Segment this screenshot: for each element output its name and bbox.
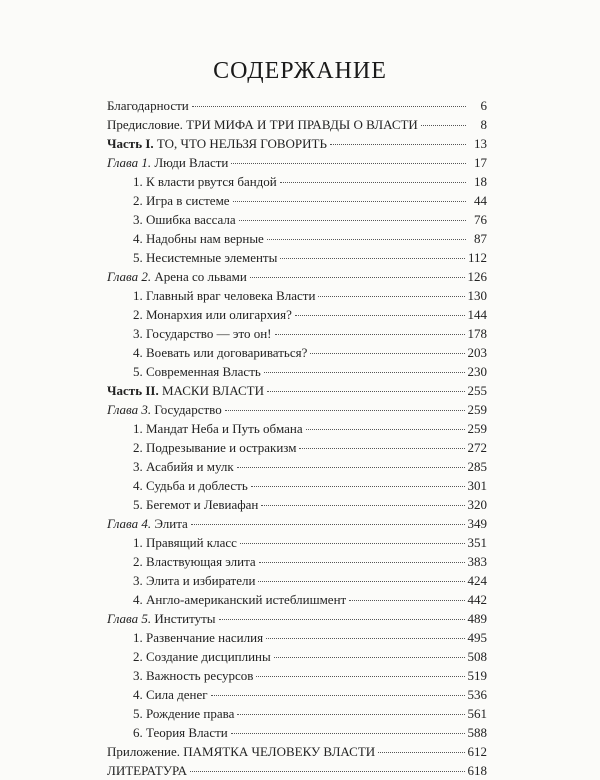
toc-entry-label: 5. Бегемот и Левиафан — [133, 497, 259, 512]
toc-entry-title — [107, 267, 247, 286]
toc-entry-label: 1. Правящий класс — [133, 535, 237, 550]
toc-entry-section — [107, 476, 487, 495]
dot-leader — [190, 770, 465, 772]
toc-page-number: 8 — [480, 117, 487, 132]
toc-page-number: 320 — [467, 497, 487, 512]
toc-entry-section — [107, 552, 487, 571]
toc-entry-title — [133, 628, 263, 647]
toc-entry-label: 3. Асабийя и мулк — [133, 459, 234, 474]
toc-entry-label: Институты — [154, 611, 216, 626]
dot-leader — [421, 124, 466, 126]
dot-leader — [306, 428, 465, 430]
toc-entry-section — [107, 457, 487, 476]
toc-entry-plain — [107, 96, 487, 115]
toc-entry-title — [107, 514, 188, 533]
toc-entry-title — [133, 495, 258, 514]
toc-entry-prefix: Глава 2. — [107, 269, 152, 284]
toc-entry-label: 3. Важность ресурсов — [133, 668, 254, 683]
toc-entry-section — [107, 362, 487, 381]
toc-page-number: 87 — [474, 231, 487, 246]
dot-leader — [266, 637, 464, 639]
toc-entry-plain — [107, 761, 487, 780]
toc-entry-label: Приложение. ПАМЯТКА ЧЕЛОВЕКУ ВЛАСТИ — [107, 744, 376, 759]
toc-entry-prefix: Часть I. — [107, 136, 154, 151]
toc-entry-chapter — [107, 267, 487, 286]
dot-leader — [231, 732, 465, 734]
toc-entry-title — [133, 457, 234, 476]
toc-page-number: 383 — [467, 554, 487, 569]
toc-entry-label: 4. Судьба и доблесть — [133, 478, 248, 493]
toc-page-number: 351 — [467, 535, 487, 550]
toc-entry-label: 4. Надобны нам верные — [133, 231, 264, 246]
toc-entry-section — [107, 533, 487, 552]
toc-page-number: 13 — [474, 136, 487, 151]
toc-entry-title — [133, 533, 237, 552]
toc-page-number: 301 — [467, 478, 487, 493]
toc-entry-label: Государство — [154, 402, 222, 417]
dot-leader — [211, 694, 465, 696]
toc-entry-title — [107, 742, 375, 761]
toc-entry-part — [107, 134, 487, 153]
toc-entry-section — [107, 628, 487, 647]
toc-entry-label: 4. Сила денег — [133, 687, 208, 702]
toc-entry-title — [107, 400, 222, 419]
toc-page-number: 18 — [474, 174, 487, 189]
toc-entry-title — [107, 609, 216, 628]
toc-entry-section — [107, 704, 487, 723]
toc-entry-title — [107, 134, 327, 153]
toc-entry-section — [107, 305, 487, 324]
toc-entry-title — [133, 248, 277, 267]
dot-leader — [259, 561, 465, 563]
toc-entry-prefix: Глава 5. — [107, 611, 152, 626]
toc-entry-chapter — [107, 400, 487, 419]
toc-page-number: 536 — [467, 687, 487, 702]
toc-entry-title — [133, 419, 303, 438]
toc-entry-label: 1. К власти рвутся бандой — [133, 174, 277, 189]
toc-entry-title — [133, 685, 208, 704]
toc-entry-section — [107, 647, 487, 666]
toc-entry-section — [107, 286, 487, 305]
dot-leader — [237, 466, 465, 468]
dot-leader — [264, 371, 465, 373]
toc-entry-title — [133, 210, 236, 229]
toc-page-number: 126 — [467, 269, 487, 284]
toc-entry-section — [107, 571, 487, 590]
toc-entry-section — [107, 438, 487, 457]
toc-page-number: 508 — [467, 649, 487, 664]
toc-entry-title — [133, 362, 261, 381]
toc-entry-section — [107, 419, 487, 438]
toc-entry-label: ТО, ЧТО НЕЛЬЗЯ ГОВОРИТЬ — [156, 136, 327, 151]
toc-page-number: 76 — [474, 212, 487, 227]
dot-leader — [330, 143, 466, 145]
toc-page-number: 272 — [467, 440, 487, 455]
toc-page-number: 259 — [467, 402, 487, 417]
toc-entry-label: 1. Развенчание насилия — [133, 630, 264, 645]
table-of-contents — [107, 96, 487, 780]
toc-entry-plain — [107, 115, 487, 134]
toc-entry-section — [107, 172, 487, 191]
toc-entry-section — [107, 666, 487, 685]
dot-leader — [378, 751, 464, 753]
toc-entry-title — [133, 343, 307, 362]
toc-entry-prefix: Глава 1. — [107, 155, 152, 170]
toc-entry-chapter — [107, 153, 487, 172]
toc-entry-label: 3. Государство — это он! — [133, 326, 272, 341]
toc-entry-label: Элита — [154, 516, 188, 531]
toc-entry-label: ЛИТЕРАТУРА — [107, 763, 187, 778]
toc-entry-label: 2. Создание дисциплины — [133, 649, 271, 664]
toc-entry-section — [107, 324, 487, 343]
toc-entry-label: 4. Англо-американский истеблишмент — [133, 592, 347, 607]
toc-page-number: 112 — [467, 250, 487, 265]
dot-leader — [318, 295, 464, 297]
toc-entry-section — [107, 723, 487, 742]
dot-leader — [219, 618, 465, 620]
toc-entry-title — [133, 172, 277, 191]
toc-entry-chapter — [107, 514, 487, 533]
toc-page-number: 203 — [467, 345, 487, 360]
toc-entry-label: 5. Современная Власть — [133, 364, 261, 379]
toc-page-number: 130 — [467, 288, 487, 303]
toc-entry-title — [133, 666, 253, 685]
toc-page-number: 44 — [474, 193, 487, 208]
toc-entry-label: 5. Несистемные элементы — [133, 250, 278, 265]
toc-entry-label: 2. Монархия или олигархия? — [133, 307, 292, 322]
dot-leader — [349, 599, 464, 601]
toc-page-number: 259 — [467, 421, 487, 436]
toc-entry-label: МАСКИ ВЛАСТИ — [161, 383, 264, 398]
dot-leader — [256, 675, 464, 677]
toc-entry-chapter — [107, 609, 487, 628]
dot-leader — [274, 656, 465, 658]
toc-entry-prefix: Глава 4. — [107, 516, 152, 531]
toc-entry-label: Благодарности — [107, 98, 189, 113]
toc-entry-label: 5. Рождение права — [133, 706, 235, 721]
toc-page-number: 230 — [467, 364, 487, 379]
toc-entry-label: 2. Игра в системе — [133, 193, 230, 208]
dot-leader — [258, 580, 464, 582]
toc-entry-label: Люди Власти — [154, 155, 229, 170]
dot-leader — [267, 390, 465, 392]
dot-leader — [261, 504, 464, 506]
toc-page-number: 178 — [467, 326, 487, 341]
toc-entry-label: 1. Мандат Неба и Путь обмана — [133, 421, 303, 436]
dot-leader — [240, 542, 465, 544]
dot-leader — [191, 523, 465, 525]
toc-page-number: 442 — [467, 592, 487, 607]
dot-leader — [299, 447, 464, 449]
toc-page-number: 618 — [467, 763, 487, 778]
toc-entry-prefix: Глава 3. — [107, 402, 152, 417]
toc-entry-title — [133, 723, 228, 742]
dot-leader — [239, 219, 466, 221]
toc-page-number: 489 — [467, 611, 487, 626]
toc-entry-section — [107, 685, 487, 704]
toc-entry-title — [133, 647, 271, 666]
dot-leader — [192, 105, 466, 107]
toc-entry-title — [133, 305, 292, 324]
dot-leader — [280, 181, 466, 183]
toc-entry-label: 6. Теория Власти — [133, 725, 228, 740]
toc-entry-section — [107, 229, 487, 248]
toc-entry-part — [107, 381, 487, 400]
dot-leader — [250, 276, 465, 278]
toc-entry-section — [107, 191, 487, 210]
toc-entry-section — [107, 248, 487, 267]
toc-entry-prefix: Часть II. — [107, 383, 159, 398]
toc-page-number: 519 — [467, 668, 487, 683]
toc-entry-title — [107, 115, 418, 134]
toc-entry-title — [133, 590, 346, 609]
toc-entry-label: Предисловие. ТРИ МИФА И ТРИ ПРАВДЫ О ВЛАСТИ — [107, 117, 418, 132]
toc-entry-title — [133, 191, 230, 210]
toc-entry-title — [133, 552, 256, 571]
toc-page-number: 285 — [467, 459, 487, 474]
toc-entry-section — [107, 343, 487, 362]
toc-entry-label: 3. Ошибка вассала — [133, 212, 236, 227]
toc-entry-title — [133, 229, 264, 248]
toc-page-number: 495 — [467, 630, 487, 645]
toc-entry-label: 3. Элита и избиратели — [133, 573, 256, 588]
toc-entry-label: Арена со львами — [154, 269, 247, 284]
toc-page-number: 424 — [467, 573, 487, 588]
toc-page-number: 255 — [467, 383, 487, 398]
toc-entry-title — [133, 438, 296, 457]
toc-entry-section — [107, 210, 487, 229]
toc-entry-label: 2. Властвующая элита — [133, 554, 256, 569]
toc-page-number: 612 — [467, 744, 487, 759]
toc-entry-section — [107, 495, 487, 514]
toc-entry-title — [133, 704, 234, 723]
toc-page-number: 561 — [467, 706, 487, 721]
dot-leader — [225, 409, 465, 411]
dot-leader — [251, 485, 465, 487]
toc-page-number: 6 — [480, 98, 487, 113]
toc-entry-title — [133, 324, 272, 343]
dot-leader — [267, 238, 466, 240]
toc-page-number: 349 — [467, 516, 487, 531]
toc-entry-title — [133, 571, 255, 590]
toc-page-number: 17 — [474, 155, 487, 170]
toc-entry-title — [107, 761, 187, 780]
toc-entry-plain — [107, 742, 487, 761]
toc-page-number: 144 — [467, 307, 487, 322]
dot-leader — [310, 352, 464, 354]
dot-leader — [233, 200, 466, 202]
dot-leader — [237, 713, 464, 715]
toc-page-number: 588 — [467, 725, 487, 740]
toc-entry-label: 1. Главный враг человека Власти — [133, 288, 316, 303]
dot-leader — [295, 314, 465, 316]
dot-leader — [231, 162, 466, 164]
toc-entry-section — [107, 590, 487, 609]
toc-entry-label: 2. Подрезывание и остракизм — [133, 440, 297, 455]
dot-leader — [280, 257, 465, 259]
toc-entry-title — [133, 476, 248, 495]
dot-leader — [275, 333, 465, 335]
page-title: СОДЕРЖАНИЕ — [213, 58, 387, 84]
toc-entry-title — [107, 381, 264, 400]
toc-entry-title — [107, 96, 189, 115]
toc-entry-title — [107, 153, 228, 172]
toc-entry-label: 4. Воевать или договариваться? — [133, 345, 308, 360]
toc-entry-title — [133, 286, 315, 305]
